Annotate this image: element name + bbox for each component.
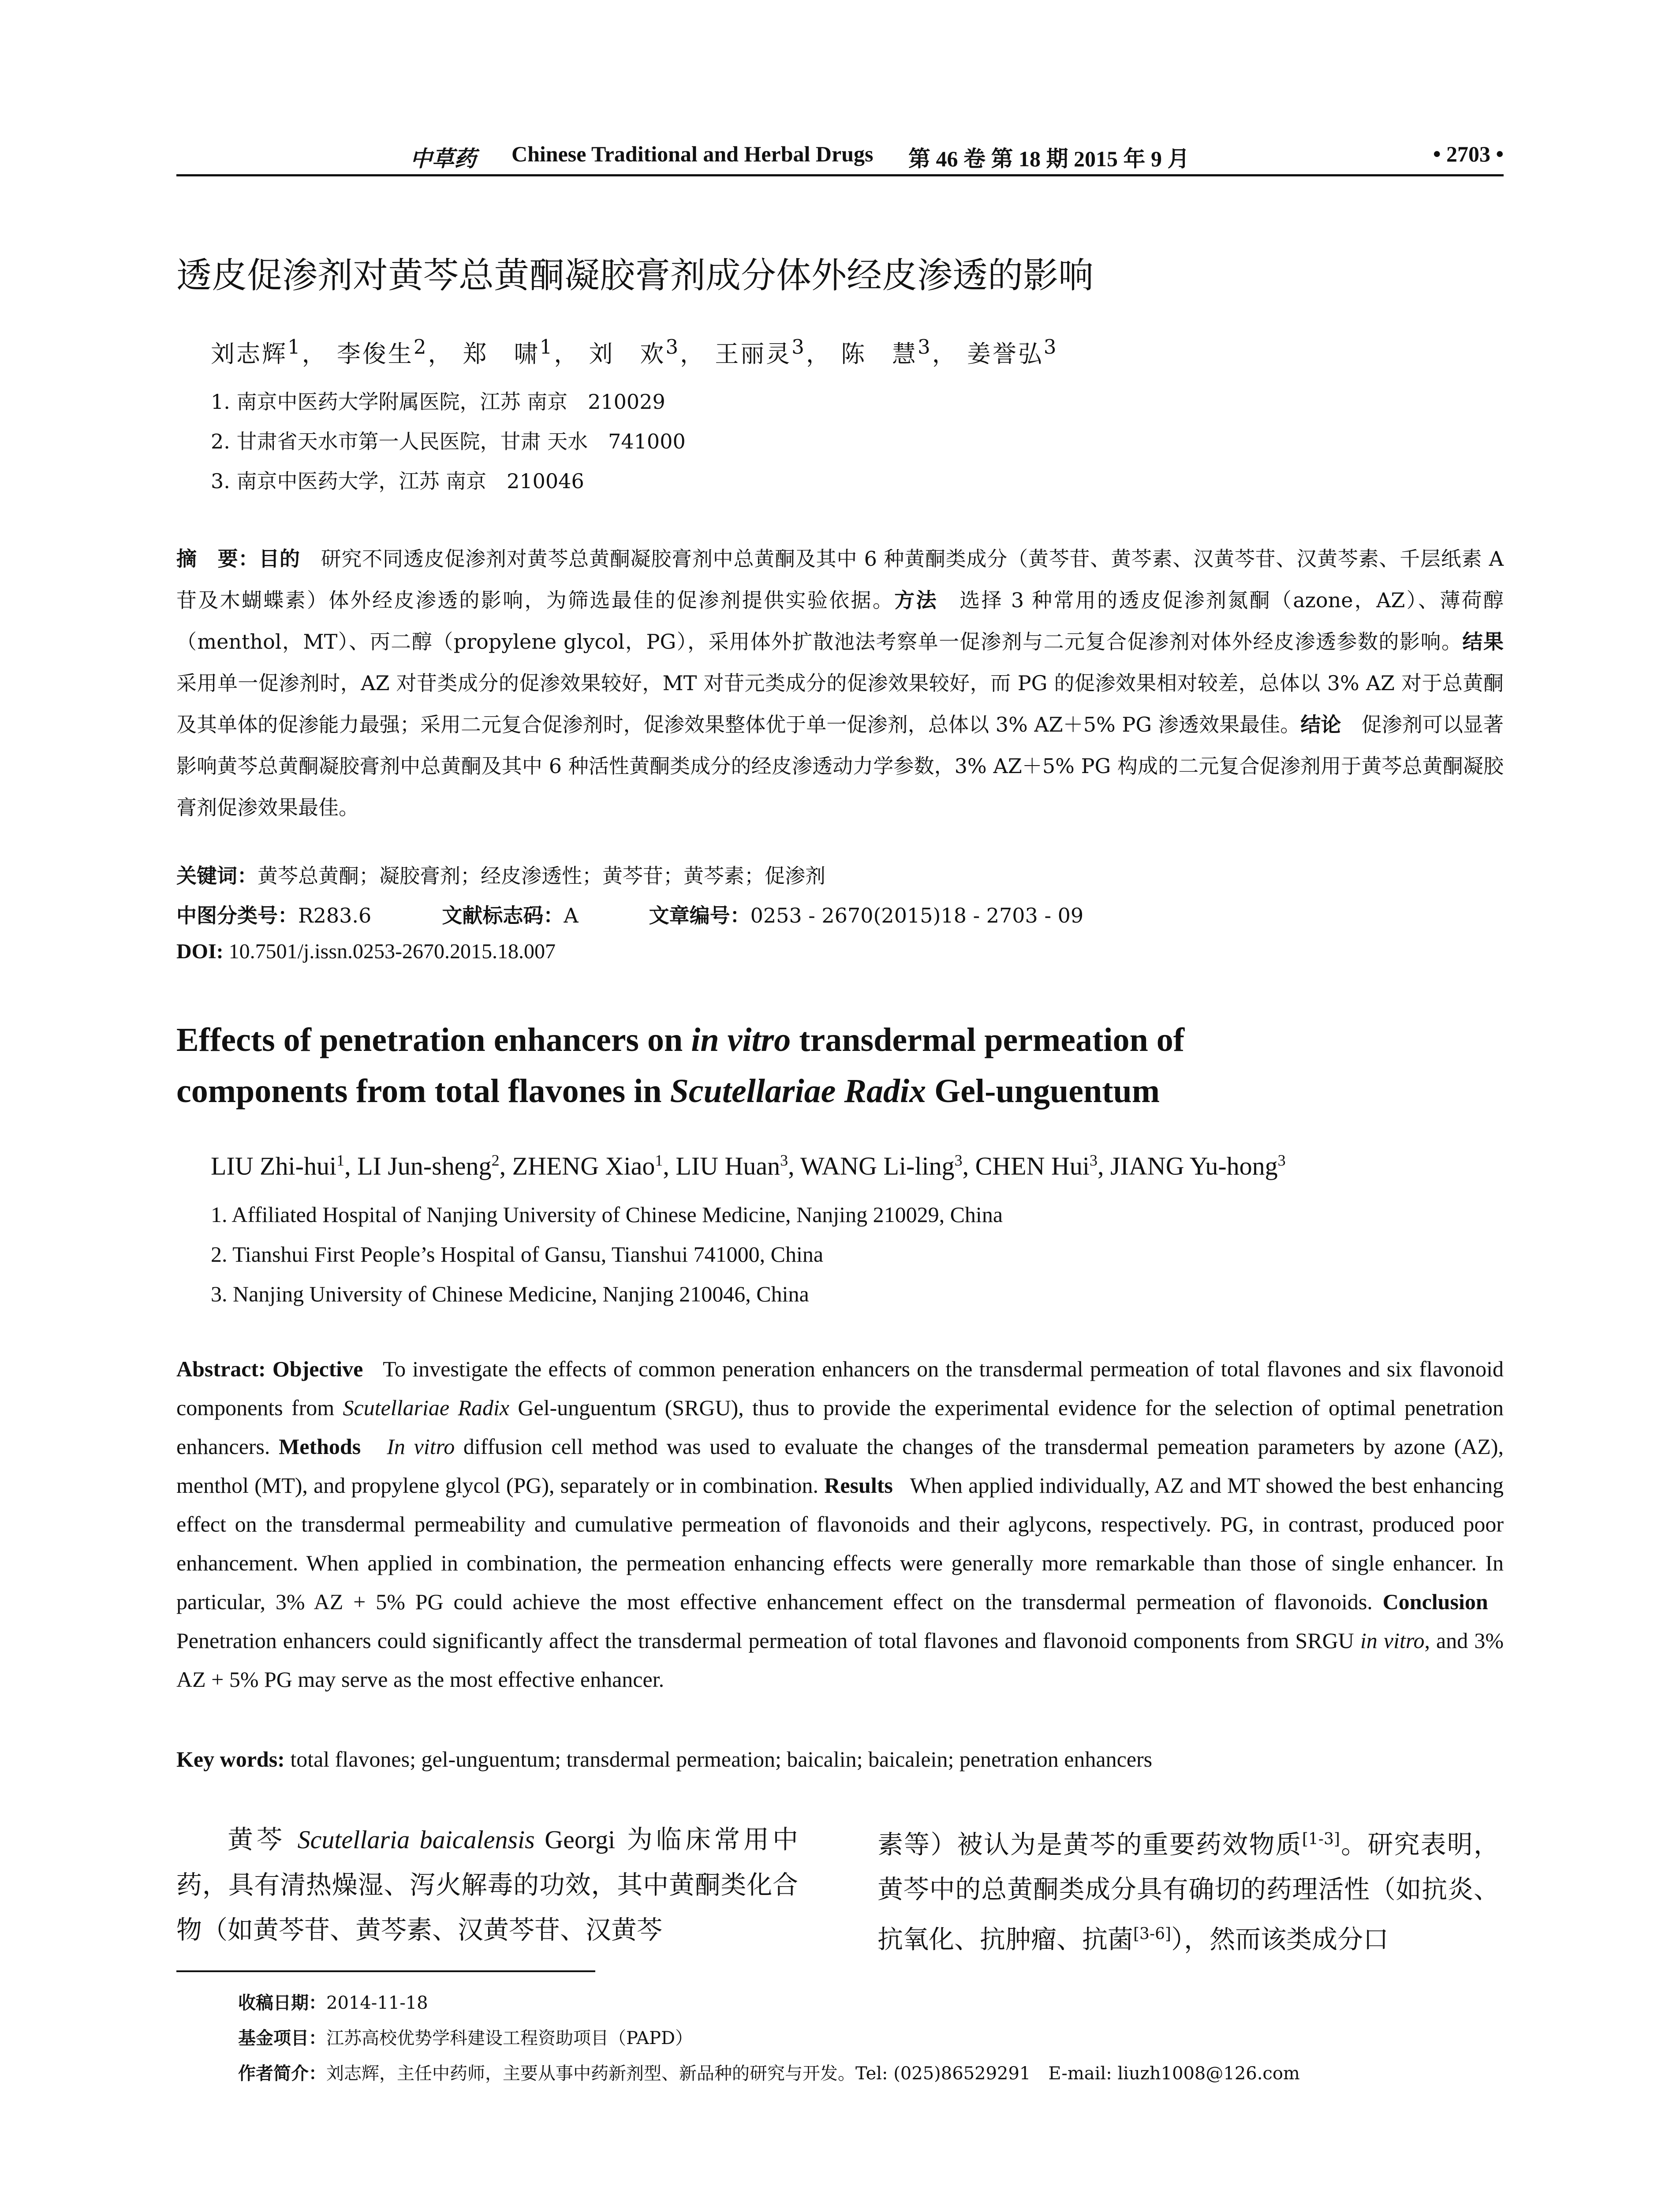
en-affiliation: 1. Affiliated Hospital of Nanjing University of Chinese Medicine, Nanjing 210029, China [211, 1202, 1003, 1227]
cn-keywords: 关键词：黄芩总黄酮；凝胶膏剂；经皮渗透性；黄芩苷；黄芩素；促渗剂 [176, 864, 825, 888]
cn-affiliation: 2. 甘肃省天水市第一人民医院，甘肃 天水 741000 [211, 430, 686, 453]
cn-abstract: 摘 要：目的 研究不同透皮促渗剂对黄芩总黄酮凝胶膏剂中总黄酮及其中 6 种黄酮类成分（黄芩苷、黄芩素、汉黄芩苷、汉黄芩素、千层纸素 A 苷及木蝴蝶素）体外经皮渗透的影响，为筛选最佳的促渗剂提供实验依据。方法 选择 3 种常用的透皮促渗剂氮酮（azone，AZ）、薄荷醇（menthol，MT）、丙二醇（propylene glycol，PG），采用体外扩散池法考察单一促渗剂与二元复合促渗剂对体外经皮渗透参数的影响。结果 采用单一促渗剂时，AZ 对苷类成分的促渗效果较好，MT 对苷元类成分的促渗效果较好，而 PG 的促渗效果相对较差，总体以 3% AZ 对于总黄酮及其单体的促渗能力最强；采用二元复合促渗剂时，促渗效果整体优于单一促渗剂，总体以 3% AZ＋5% PG 渗透效果最佳。结论 促渗剂可以显著影响黄芩总黄酮凝胶膏剂中总黄酮及其中 6 种活性黄酮类成分的经皮渗透动力学参数，3% AZ＋5% PG 构成的二元复合促渗剂用于黄芩总黄酮凝胶膏剂促渗效果最佳。 [176, 547, 1504, 819]
footnote-received: 收稿日期：2014-11-18 [238, 1993, 428, 2013]
cn-authors: 刘志辉$^1$， 李俊生$^2$， 郑 啸$^1$， 刘 欢$^3$， 王丽灵$^3$， 陈 慧$^3$， 姜誉弘$^3$ [211, 335, 1058, 368]
cn-author: 王丽灵 [715, 340, 792, 368]
cn-affiliation: 1. 南京中医药大学附属医院，江苏 南京 210029 [211, 390, 665, 414]
en-affiliation: 2. Tianshui First People’s Hospital of Gansu, Tianshui 741000, China [211, 1242, 824, 1267]
header-rule [176, 174, 1504, 176]
en-keywords: Key words: total flavones; gel-unguentum; transdermal permeation; baicalin; baicalein; penetration enhancers [176, 1747, 1153, 1771]
en-affiliation: 3. Nanjing University of Chinese Medicine, Nanjing 210046, China [211, 1282, 809, 1306]
en-authors: LIU Zhi-hui$^1$, LI Jun-sheng$^2$, ZHENG Xiao$^1$, LIU Huan$^3$, WANG Li-ling$^3$, CHEN Hui$^3$, JIANG Yu-hong$^3$ [211, 1151, 1286, 1181]
page-number: • 2703 • [1433, 142, 1504, 166]
en-author: LI Jun-sheng [357, 1151, 492, 1181]
journal-logo: 中草药 [410, 146, 476, 172]
en-author: LIU Zhi-hui [211, 1151, 337, 1181]
cn-author: 陈 慧 [841, 340, 918, 368]
cn-author: 姜誉弘 [967, 340, 1044, 368]
journal-name: Chinese Traditional and Herbal Drugs [511, 142, 874, 166]
en-title: Effects of penetration enhancers on in vitro transdermal permeation of components from total flavones in Scutellariae Radix Gel-unguentum [176, 1021, 1185, 1110]
footnote-fund: 基金项目：江苏高校优势学科建设工程资助项目（PAPD） [238, 2028, 693, 2048]
en-author: LIU Huan [676, 1151, 780, 1181]
en-author: ZHENG Xiao [512, 1151, 655, 1181]
doi: DOI: 10.7501/j.issn.0253-2670.2015.18.007 [176, 940, 556, 963]
cn-author: 刘志辉 [211, 340, 287, 368]
footnote-author-bio: 作者简介：刘志辉，主任中药师，主要从事中药新剂型、新品种的研究与开发。Tel: (025)86529291 E-mail: liuzh1008@126.com [238, 2063, 1300, 2084]
en-author: CHEN Hui [975, 1151, 1090, 1181]
cn-author: 郑 啸 [463, 340, 540, 368]
cn-author: 李俊生 [336, 340, 414, 368]
running-header [176, 132, 1504, 176]
issue-info: 第 46 卷 第 18 期 2015 年 9 月 [908, 146, 1190, 171]
cn-title: 透皮促渗剂对黄芩总黄酮凝胶膏剂成分体外经皮渗透的影响 [176, 255, 1094, 296]
body-column-right: 素等）被认为是黄芩的重要药效物质[1-3]。研究表明，黄芩中的总黄酮类成分具有确切的药理活性（如抗炎、抗氧化、抗肿瘤、抗菌[3-6]），然而该类成分口 [877, 1829, 1499, 1955]
body-column-left: 黄芩 Scutellaria baicalensis Georgi 为临床常用中药，具有清热燥湿、泻火解毒的功效，其中黄酮类化合物（如黄芩苷、黄芩素、汉黄芩苷、汉黄芩 [176, 1824, 799, 1945]
en-author: WANG Li-ling [800, 1151, 955, 1181]
footnote-rule [176, 1970, 595, 1972]
en-abstract: Abstract: Objective To investigate the effects of common peneration enhancers on the transdermal permeation of total flavones and six flavonoid components from Scutellariae Radix Gel-unguentum (SRGU), thus to provide the experimental evidence for the selection of optimal penetration enhancers. Methods In vitro diffusion cell method was used to evaluate the changes of the transdermal pemeation parameters by azone (AZ), menthol (MT), and propylene glycol (PG), separately or in combination. Results When applied individually, AZ and MT showed the best enhancing effect on the transdermal permeability and cumulative permeation of flavonoids and their aglycons, respectively. PG, in contrast, produced poor enhancement. When applied in combination, the permeation enhancing effects were generally more remarkable than those of single enhancer. In particular, 3% AZ + 5% PG could achieve the most effective enhancement effect on the transdermal permeation of flavonoids. Conclusion Penetration enhancers could significantly affect the transdermal permeation of total flavones and flavonoid components from SRGU in vitro, and 3% AZ + 5% PG may serve as the most effective enhancer. [176, 1357, 1504, 1692]
cn-author: 刘 欢 [589, 340, 666, 368]
en-author: JIANG Yu-hong [1110, 1151, 1278, 1181]
cn-classification: 中图分类号：R283.6 文献标志码：A 文章编号：0253 - 2670(2015)18 - 2703 - 09 [176, 904, 1084, 927]
cn-affiliation: 3. 南京中医药大学，江苏 南京 210046 [211, 469, 584, 493]
